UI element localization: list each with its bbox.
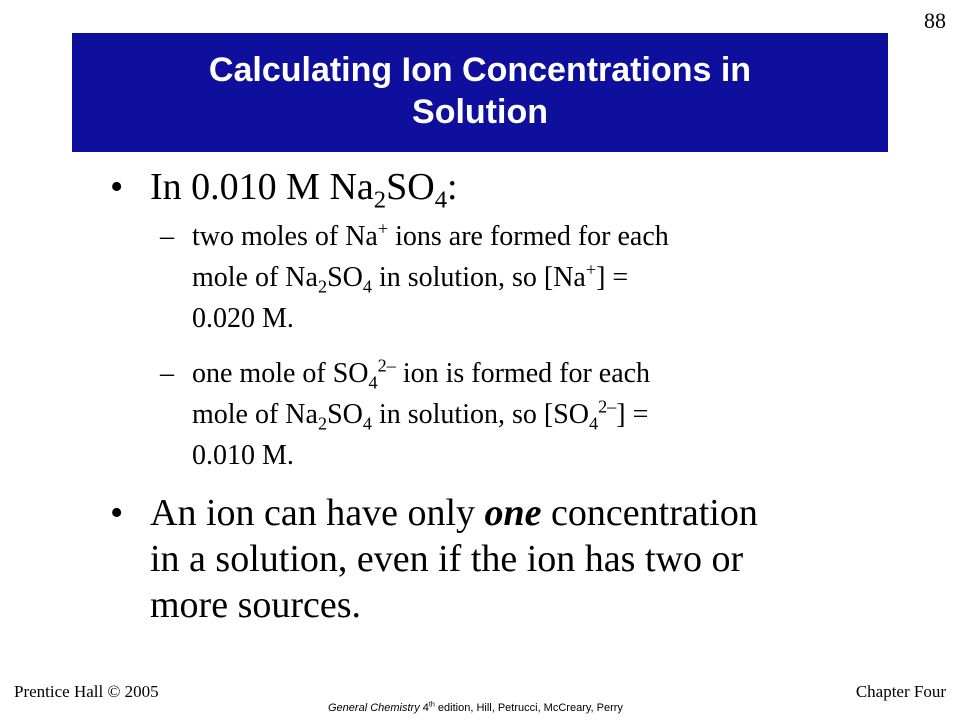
sub-bullet-1: – two moles of Na+ ions are formed for each mole of $Na_2SO_4$ in solution, so [Na+] = 0.020 M.	[110, 216, 850, 339]
dash-marker: –	[160, 221, 174, 252]
bullet-dot: •	[110, 492, 124, 534]
slide-title	[72, 33, 888, 152]
bullet-2: • An ion can have only one concentration in a solution, even if the ion has two or more sources.	[110, 492, 758, 626]
title-line-1: Calculating Ion Concentrations in	[208, 51, 752, 89]
bullet-1: • In 0.010 M $Na_2SO_4$:	[110, 166, 458, 214]
sub-bullet-2: – one mole of $SO_4^{2-}$ ion is formed for each mole of $Na_2SO_4$ in solution, so $[SO_4^{2-}]$ = 0.010 M.	[110, 353, 850, 476]
footer-publisher: Prentice Hall © 2005	[14, 682, 159, 701]
footer-citation: General Chemistry 4th edition, Hill, Petrucci, McCreary, Perry	[328, 700, 623, 714]
bullet-dot: •	[110, 166, 124, 208]
footer-chapter: Chapter Four	[855, 682, 946, 701]
dash-marker: –	[160, 358, 174, 389]
page-number: 88	[924, 8, 946, 33]
slide-content	[110, 160, 850, 628]
emphasis-one: one	[484, 492, 542, 534]
title-line-2: Solution	[412, 93, 548, 131]
